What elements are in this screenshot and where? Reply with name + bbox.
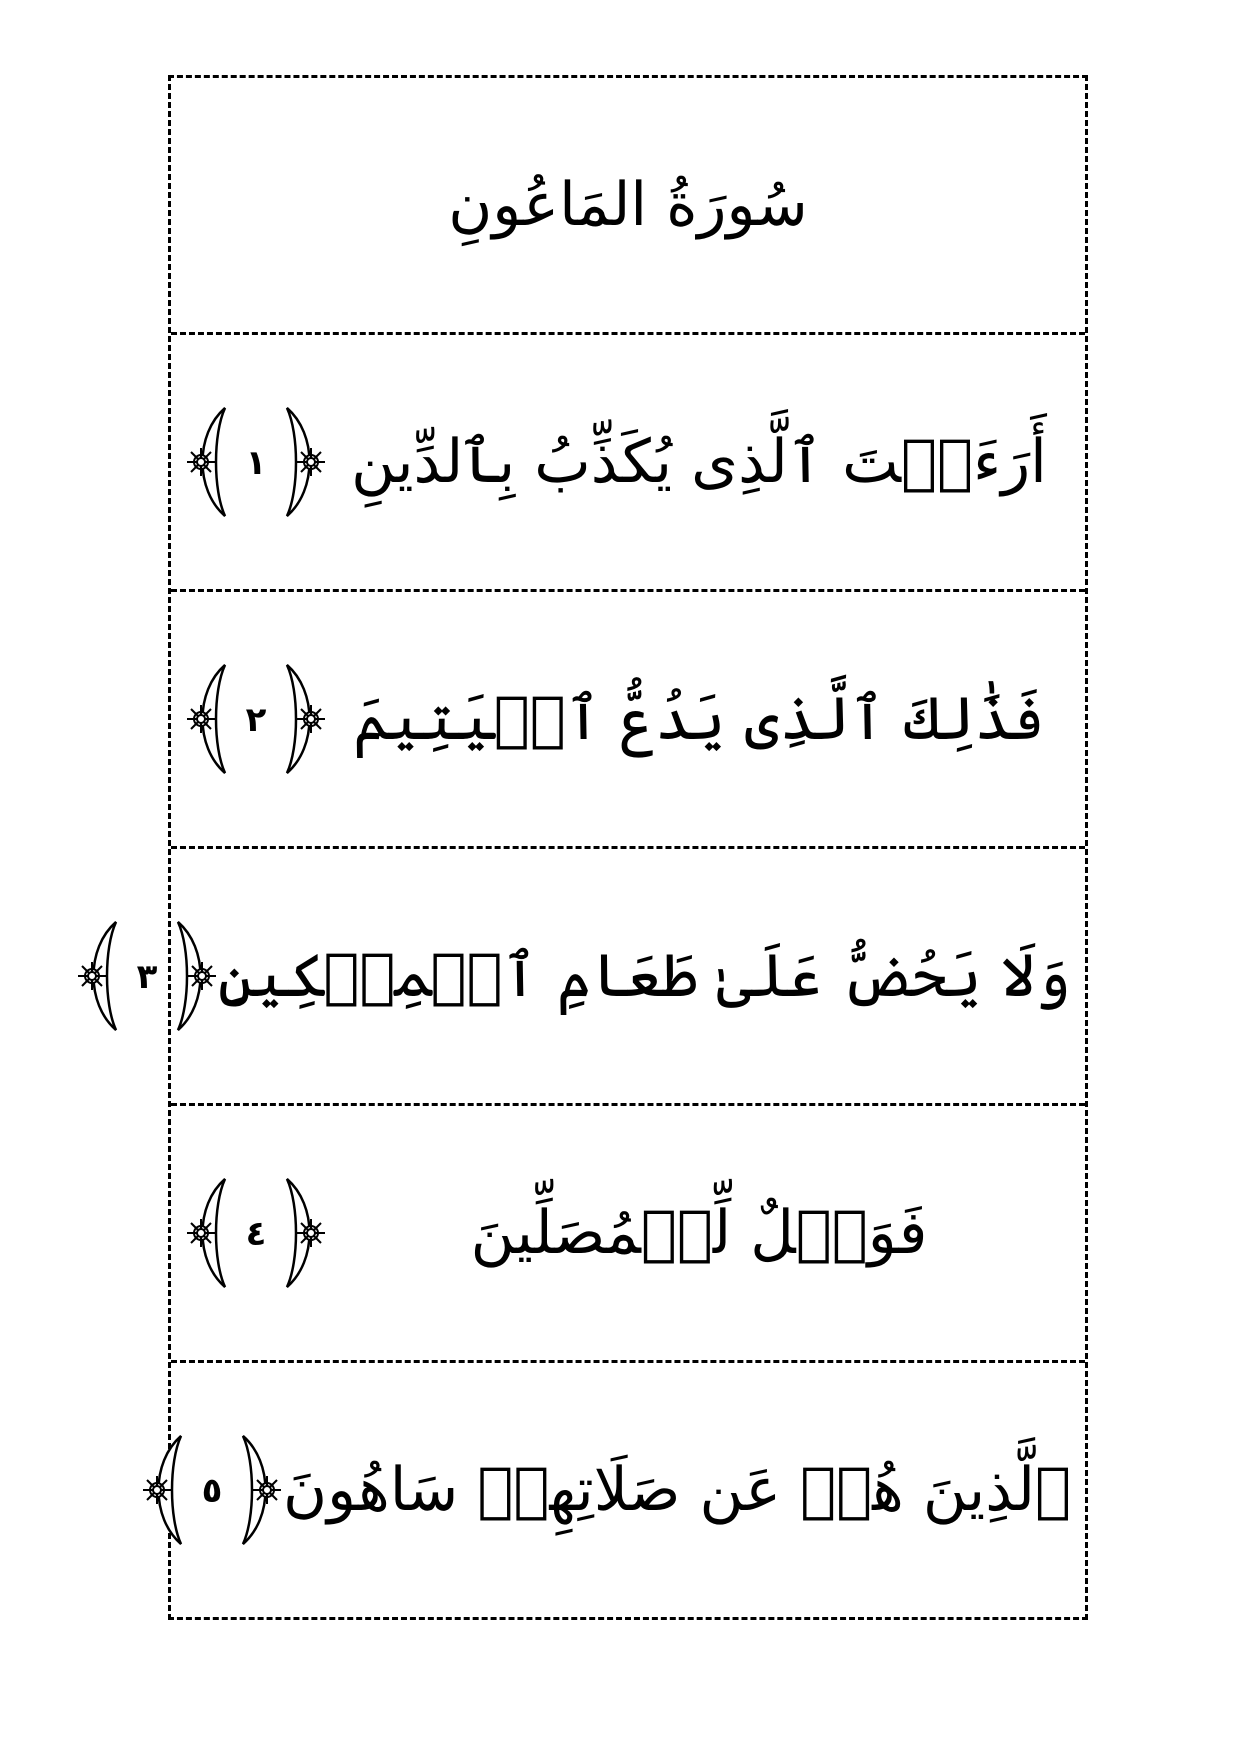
ayah-number-2: ٢ (245, 700, 267, 740)
verse-row-3 (136, 918, 1071, 1034)
surah-card-sheet (136, 75, 1088, 1620)
verse-cell-4 (171, 1106, 1085, 1363)
verse-row-5 (185, 1432, 1071, 1548)
verse-cell-3 (136, 849, 1085, 1106)
verse-text-4: فَوَيۡلٌ لِّلۡمُصَلِّينَ (470, 1198, 928, 1268)
ayah-ornament-frame-icon (185, 404, 327, 520)
verse-row-4 (185, 1175, 1071, 1291)
ayah-end-ornament-icon (185, 1175, 327, 1291)
ayah-end-ornament-icon (185, 404, 327, 520)
ayah-ornament-frame-icon (185, 661, 327, 777)
ayah-ornament-frame-icon (185, 1175, 327, 1291)
ayah-number-1: ١ (245, 443, 267, 483)
ayah-end-ornament-icon (185, 661, 327, 777)
ayah-number-3: ٣ (136, 957, 158, 997)
verse-cell-2 (171, 592, 1085, 849)
ayah-ornament-frame-icon (76, 918, 218, 1034)
ayah-number-5: ٥ (201, 1471, 223, 1511)
surah-title: سُورَةُ المَاعُونِ (448, 170, 808, 240)
ayah-end-ornament-icon (141, 1432, 283, 1548)
verse-cell-5 (171, 1363, 1085, 1617)
verse-text-5: ٱلَّذِينَ هُمۡ عَن صَلَاتِهِمۡ سَاهُونَ (283, 1455, 1071, 1525)
ayah-end-ornament-icon (76, 918, 218, 1034)
verse-text-3: وَلَا يَحُضُّ عَلَىٰ طَعَامِ ٱلۡمِسۡكِينِ (217, 941, 1071, 1011)
verse-text-1: أَرَءَيۡتَ ٱلَّذِى يُكَذِّبُ بِٱلدِّينِ (351, 427, 1047, 497)
verse-text-2: فَذَٰلِكَ ٱلَّذِى يَدُعُّ ٱلۡيَتِيمَ (353, 684, 1045, 754)
ayah-ornament-frame-icon (141, 1432, 283, 1548)
verse-row-2 (185, 661, 1071, 777)
ayah-number-4: ٤ (245, 1214, 267, 1254)
surah-title-cell (171, 78, 1085, 335)
verse-cell-1 (171, 335, 1085, 592)
verse-row-1 (185, 404, 1071, 520)
